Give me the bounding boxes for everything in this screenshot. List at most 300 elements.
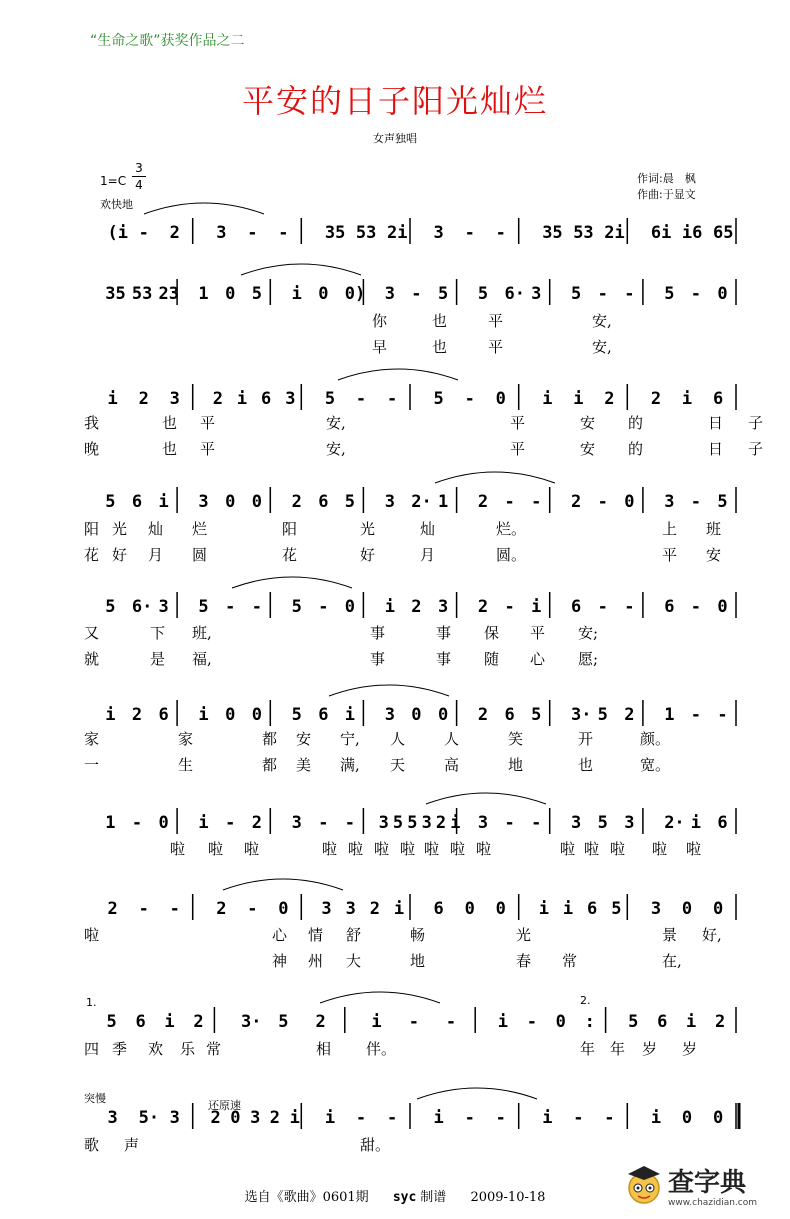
note-token: 3 (291, 813, 302, 833)
note-token: 3· (571, 705, 592, 725)
lyric-char: 平 (488, 338, 504, 356)
note-token: - (318, 813, 329, 833)
watermark (618, 1158, 778, 1214)
note-token: - (504, 813, 515, 833)
lyric-char: 灿 (420, 520, 436, 538)
note-token: 0 (251, 705, 262, 725)
lyric-char: 日 (708, 440, 724, 458)
footer-source: 选自《歌曲》0601期 (244, 1190, 369, 1205)
note-token: - (247, 899, 258, 919)
note-token: 2 (369, 899, 380, 919)
lyric-char: 笑 (508, 730, 524, 748)
lyric-char: 也 (432, 338, 448, 356)
note-token: i (531, 597, 542, 617)
note-token: 2 (477, 492, 489, 512)
note-token: 3 (624, 813, 635, 833)
note-token: 2 (169, 223, 180, 243)
note-token: 6i (650, 223, 672, 243)
lyric-char: 乐 (180, 1040, 196, 1058)
note-token: - (531, 492, 542, 512)
note-token: 2· (664, 813, 685, 833)
note-token: 0 (464, 899, 475, 919)
note-token: 5 (611, 899, 622, 919)
note-token: - (464, 1108, 475, 1128)
note-token: 3 (650, 899, 662, 919)
note-token: - (717, 705, 728, 725)
lyric-char: 啦 (374, 840, 390, 858)
watermark-url: www.chazidian.com (668, 1198, 758, 1208)
note-token: 3 (664, 492, 675, 512)
lyric-char: 的 (628, 414, 644, 432)
lyric-char: 四 (84, 1040, 100, 1058)
note-token: 2 (212, 389, 223, 409)
note-token: 3 (169, 1108, 180, 1128)
note-token: - (278, 223, 289, 243)
lyric-char: 啦 (476, 840, 492, 858)
lyric-char: 景 (662, 926, 678, 944)
lyric-char: 月 (148, 546, 164, 564)
note-token: 5 (477, 284, 489, 304)
lyric-char: 常 (206, 1040, 222, 1058)
note-token: 2 (193, 1012, 204, 1032)
lyric-char: 子 (748, 440, 764, 458)
lyricist: 作词:晨 枫 (637, 172, 696, 185)
note-token: i (164, 1012, 175, 1032)
note-token: 3 (107, 1108, 118, 1128)
note-token: 3 (345, 899, 356, 919)
note-token: - (624, 284, 635, 304)
award-caption: “生命之歌”获奖作品之二 (90, 33, 245, 49)
lyric-char: 班, (192, 624, 212, 642)
note-token: 6 (158, 705, 169, 725)
lyric-char: 啦 (560, 840, 576, 858)
note-token: 53 (131, 284, 153, 304)
note-token: 5 (597, 705, 608, 725)
note-token: 1 (198, 284, 209, 304)
lyric-char: 也 (162, 440, 178, 458)
note-token: 0 (681, 899, 693, 919)
note-token: 6 (571, 597, 582, 617)
lyric-char: 好 (112, 546, 128, 564)
note-token: 3 (531, 284, 542, 304)
lyric-char: 花 (84, 546, 100, 564)
note-token: 1 (438, 492, 449, 512)
lyric-char: 花 (282, 546, 298, 564)
note-token: - (690, 705, 702, 725)
note-token: 2 (477, 705, 489, 725)
lyric-char: 子 (748, 414, 764, 432)
lyric-char: 安 (580, 414, 596, 432)
note-token: i (371, 1012, 382, 1032)
lyric-char: 阳 (84, 520, 100, 538)
lyric-char: 啦 (84, 926, 100, 944)
note-token: i (542, 389, 553, 409)
note-token: i (690, 813, 702, 833)
note-token: 5 (531, 705, 542, 725)
lyric-char: 安, (326, 440, 346, 458)
note-token: i (538, 899, 549, 919)
lyric-char: 都 (262, 756, 278, 774)
note-token: 35 (105, 284, 126, 304)
note-token: 3 (571, 813, 582, 833)
note-token: 2 (210, 1108, 221, 1128)
slur (223, 879, 343, 890)
note-token: - (495, 223, 506, 243)
lyric-char: 愿; (578, 650, 599, 668)
note-token: 5 (324, 389, 336, 409)
lyric-char: 平 (662, 546, 678, 564)
note-token: i (236, 389, 248, 409)
note-token: 0 (555, 1012, 566, 1032)
lyric-char: 啦 (424, 840, 440, 858)
lyric-char: 一 (84, 756, 100, 774)
lyric-char: 日 (708, 414, 724, 432)
lyric-char: 常 (562, 952, 578, 970)
graduate-mascot-icon (624, 1162, 664, 1206)
note-token: - (504, 597, 515, 617)
lyric-char: 平 (488, 312, 504, 330)
lyric-char: 在, (662, 952, 682, 970)
time-denominator: 4 (135, 178, 143, 192)
note-token: 0 (495, 899, 506, 919)
note-token: 5· (138, 1108, 160, 1128)
lyric-char: 随 (484, 650, 500, 668)
lyric-char: 州 (308, 952, 324, 970)
note-token: 0 (158, 813, 169, 833)
lyric-char: 安; (578, 624, 599, 642)
note-token: i (105, 705, 116, 725)
lyric-char: 平 (510, 414, 526, 432)
lyric-char: 家 (178, 730, 194, 748)
lyric-char: 人 (390, 730, 406, 748)
lyric-char: 啦 (610, 840, 626, 858)
note-token: 0 (318, 284, 329, 304)
lyric-char: 平 (200, 414, 216, 432)
note-token: i (450, 813, 461, 833)
lyric-char: 啦 (322, 840, 338, 858)
note-token: i (562, 899, 574, 919)
performance-type: 女声独唱 (373, 132, 417, 145)
a-tempo-marking: 还原速 (208, 1099, 241, 1112)
note-token: 2 (291, 492, 302, 512)
note-token: i (650, 1108, 662, 1128)
note-token: i (542, 1108, 553, 1128)
lyric-char: 大 (346, 952, 362, 970)
lyric-char: 灿 (148, 520, 164, 538)
note-token: 3 (321, 899, 332, 919)
note-token: - (251, 597, 262, 617)
note-token: 3 (198, 492, 209, 512)
lyric-char: 就 (84, 650, 100, 668)
note-token: - (225, 597, 236, 617)
note-token: i (497, 1012, 508, 1032)
note-token: - (597, 492, 608, 512)
lyric-char: 伴。 (366, 1040, 397, 1058)
note-token: - (504, 492, 515, 512)
note-token: - (624, 597, 635, 617)
lyric-char: 畅 (410, 926, 426, 944)
note-token: 0 (624, 492, 635, 512)
note-token: - (344, 813, 356, 833)
slur (329, 685, 449, 696)
note-token: 0 (438, 705, 449, 725)
note-token: 2 (571, 492, 582, 512)
note-token: 0 (230, 1108, 241, 1128)
note-token: 3 (216, 223, 227, 243)
note-token: 0 (713, 899, 724, 919)
note-token: 23 (158, 284, 179, 304)
note-token: 2i (604, 223, 625, 243)
note-token: : (584, 1012, 595, 1032)
lyric-char: 安 (296, 730, 312, 748)
lyric-char: 心 (272, 926, 288, 944)
note-token: i (393, 899, 405, 919)
note-token: 65 (713, 223, 734, 243)
note-token: 5 (291, 705, 302, 725)
note-token: - (138, 223, 149, 243)
note-token: 5 (628, 1012, 639, 1032)
lyric-char: 保 (484, 624, 500, 642)
note-token: - (690, 492, 702, 512)
note-token: - (690, 597, 702, 617)
lyric-char: 安, (326, 414, 346, 432)
lyric-char: 啦 (244, 840, 260, 858)
lyric-char: 安 (580, 440, 596, 458)
lyric-char: 地 (508, 756, 524, 774)
note-token: - (464, 223, 475, 243)
note-token: - (408, 1012, 419, 1032)
note-token: 1 (105, 813, 116, 833)
lyric-char: 人 (444, 730, 460, 748)
lyric-char: 好, (702, 926, 722, 944)
note-token: 2 (477, 597, 489, 617)
note-token: 5 (198, 597, 209, 617)
time-numerator: 3 (132, 160, 146, 177)
note-token: 3 (433, 223, 444, 243)
lyric-char: 事 (370, 650, 386, 668)
note-token: 0 (717, 597, 728, 617)
composer: 作曲:于显文 (637, 188, 696, 201)
lyric-char: 满, (340, 756, 360, 774)
note-token: 0) (344, 284, 366, 304)
note-token: 2 (435, 813, 447, 833)
note-token: 5 (664, 284, 675, 304)
note-token: 6 (433, 899, 444, 919)
note-token: 5 (407, 813, 418, 833)
note-token: i6 (681, 223, 703, 243)
lyric-char: 的 (628, 440, 644, 458)
note-token: 5 (438, 284, 449, 304)
lyric-char: 啦 (170, 840, 186, 858)
lyric-char: 下 (150, 624, 166, 642)
note-token: 2 (107, 899, 118, 919)
lyric-char: 季 (112, 1040, 128, 1058)
lyric-char: 岁 (682, 1040, 698, 1058)
lyric-char: 啦 (208, 840, 224, 858)
footer-maker: syc (392, 1190, 417, 1205)
lyric-char: 欢 (148, 1040, 164, 1058)
lyric-char: 福, (192, 650, 212, 668)
note-token: 53 (355, 223, 377, 243)
note-token: - (355, 1108, 367, 1128)
lyric-char: 平 (510, 440, 526, 458)
note-token: 0 (717, 284, 728, 304)
lyric-char: 安, (592, 338, 612, 356)
note-token: - (495, 1108, 506, 1128)
note-token: 3 (384, 705, 395, 725)
note-token: 0 (344, 597, 356, 617)
note-token: i (344, 705, 356, 725)
note-token: 2 (715, 1012, 726, 1032)
note-token: 0 (495, 389, 506, 409)
note-token: 2 (138, 389, 149, 409)
note-token: 3 (285, 389, 296, 409)
note-token: 6 (587, 899, 598, 919)
lyric-char: 啦 (686, 840, 702, 858)
note-token: 2 (131, 705, 143, 725)
note-token: 2 (216, 899, 227, 919)
lyric-char: 啦 (348, 840, 364, 858)
note-token: 6· (131, 597, 153, 617)
lyric-char: 月 (420, 546, 436, 564)
lyric-char: 事 (436, 650, 452, 668)
lyric-char: 啦 (652, 840, 668, 858)
lyric-char: 甜。 (360, 1136, 391, 1154)
slur (417, 1088, 537, 1099)
lyric-char: 平 (530, 624, 546, 642)
note-token: i (107, 389, 118, 409)
note-token: - (597, 284, 608, 304)
volta-1: 1. (86, 996, 97, 1009)
lyric-char: 宽。 (640, 756, 671, 774)
lyric-char: 岁 (642, 1040, 658, 1058)
note-token: i (681, 389, 693, 409)
lyric-char: 情 (308, 926, 324, 944)
lyric-char: 春 (516, 952, 532, 970)
lyric-char: 地 (410, 952, 426, 970)
note-token: - (131, 813, 143, 833)
lyric-char: 光 (360, 520, 376, 538)
lyric-char: 我 (84, 414, 100, 432)
note-token: 6 (261, 389, 272, 409)
note-token: 2 (624, 705, 635, 725)
note-token: 0 (411, 705, 422, 725)
lyric-char: 圆 (192, 546, 208, 564)
lyric-char: 事 (436, 624, 452, 642)
note-token: 2 (650, 389, 662, 409)
note-token: 5 (571, 284, 582, 304)
lyric-char: 心 (530, 650, 546, 668)
note-token: 2 (251, 813, 262, 833)
lyric-char: 光 (516, 926, 532, 944)
lyric-char: 是 (150, 650, 166, 668)
note-token: - (225, 813, 236, 833)
lyric-char: 安 (706, 546, 722, 564)
note-token: 5 (291, 597, 302, 617)
note-token: 0 (713, 1108, 724, 1128)
lyric-char: 美 (296, 756, 312, 774)
note-token: 2 (315, 1012, 326, 1032)
note-token: 6 (318, 705, 329, 725)
lyric-char: 圆。 (496, 546, 527, 564)
note-token: 5 (344, 492, 356, 512)
note-token: 5 (597, 813, 608, 833)
note-token: - (445, 1012, 457, 1032)
note-token: i (158, 492, 169, 512)
lyric-char: 都 (262, 730, 278, 748)
song-title: 平安的日子阳光灿烂 (241, 82, 548, 120)
slur (426, 793, 546, 804)
note-token: i (291, 284, 302, 304)
note-token: - (690, 284, 702, 304)
note-token: 2· (411, 492, 432, 512)
slur (144, 203, 264, 214)
lyric-char: 年 (610, 1040, 626, 1058)
lyric-char: 年 (580, 1040, 596, 1058)
lyric-char: 平 (200, 440, 216, 458)
note-token: 0 (225, 284, 236, 304)
note-token: i (289, 1108, 300, 1128)
note-token: 0 (225, 705, 236, 725)
note-token: 3 (169, 389, 180, 409)
note-token: 5 (392, 813, 404, 833)
note-token: 0 (251, 492, 262, 512)
ritardando-marking: 突慢 (84, 1092, 106, 1105)
note-token: 5 (278, 1012, 289, 1032)
note-token: 6 (717, 813, 728, 833)
lyric-char: 光 (112, 520, 128, 538)
note-token: 3 (477, 813, 489, 833)
note-token: 2i (387, 223, 408, 243)
note-token: 5 (433, 389, 444, 409)
note-token: - (355, 389, 367, 409)
volta-2: 2. (580, 994, 591, 1007)
note-token: 0 (681, 1108, 693, 1128)
lyric-char: 班 (706, 520, 722, 538)
note-token: 6 (713, 389, 724, 409)
note-token: 3 (384, 284, 395, 304)
note-token: - (604, 1108, 615, 1128)
note-token: - (464, 389, 475, 409)
tempo-marking: 欢快地 (100, 198, 133, 211)
note-token: 3 (158, 597, 169, 617)
note-token: 2 (604, 389, 615, 409)
lyric-char: 生 (178, 756, 194, 774)
note-token: 5 (106, 1012, 117, 1032)
note-token: 5 (251, 284, 262, 304)
slur (241, 264, 361, 275)
lyric-char: 家 (84, 730, 100, 748)
lyric-char: 啦 (584, 840, 600, 858)
note-token: - (138, 899, 149, 919)
note-token: i (384, 597, 395, 617)
lyric-char: 歌 (84, 1136, 100, 1154)
note-token: 3 (421, 813, 432, 833)
footer-date: 2009-10-18 (470, 1190, 546, 1205)
note-token: 3· (241, 1012, 262, 1032)
note-token: - (573, 1108, 584, 1128)
lyric-char: 高 (444, 756, 460, 774)
note-token: 6 (135, 1012, 146, 1032)
note-token: 2 (269, 1108, 281, 1128)
note-token: 3 (384, 492, 395, 512)
note-token: 0 (225, 492, 236, 512)
note-token: 3 (378, 813, 389, 833)
slur (435, 472, 555, 483)
note-token: - (318, 597, 329, 617)
lyric-char: 天 (390, 756, 406, 774)
lyric-char: 烂 (192, 520, 208, 538)
